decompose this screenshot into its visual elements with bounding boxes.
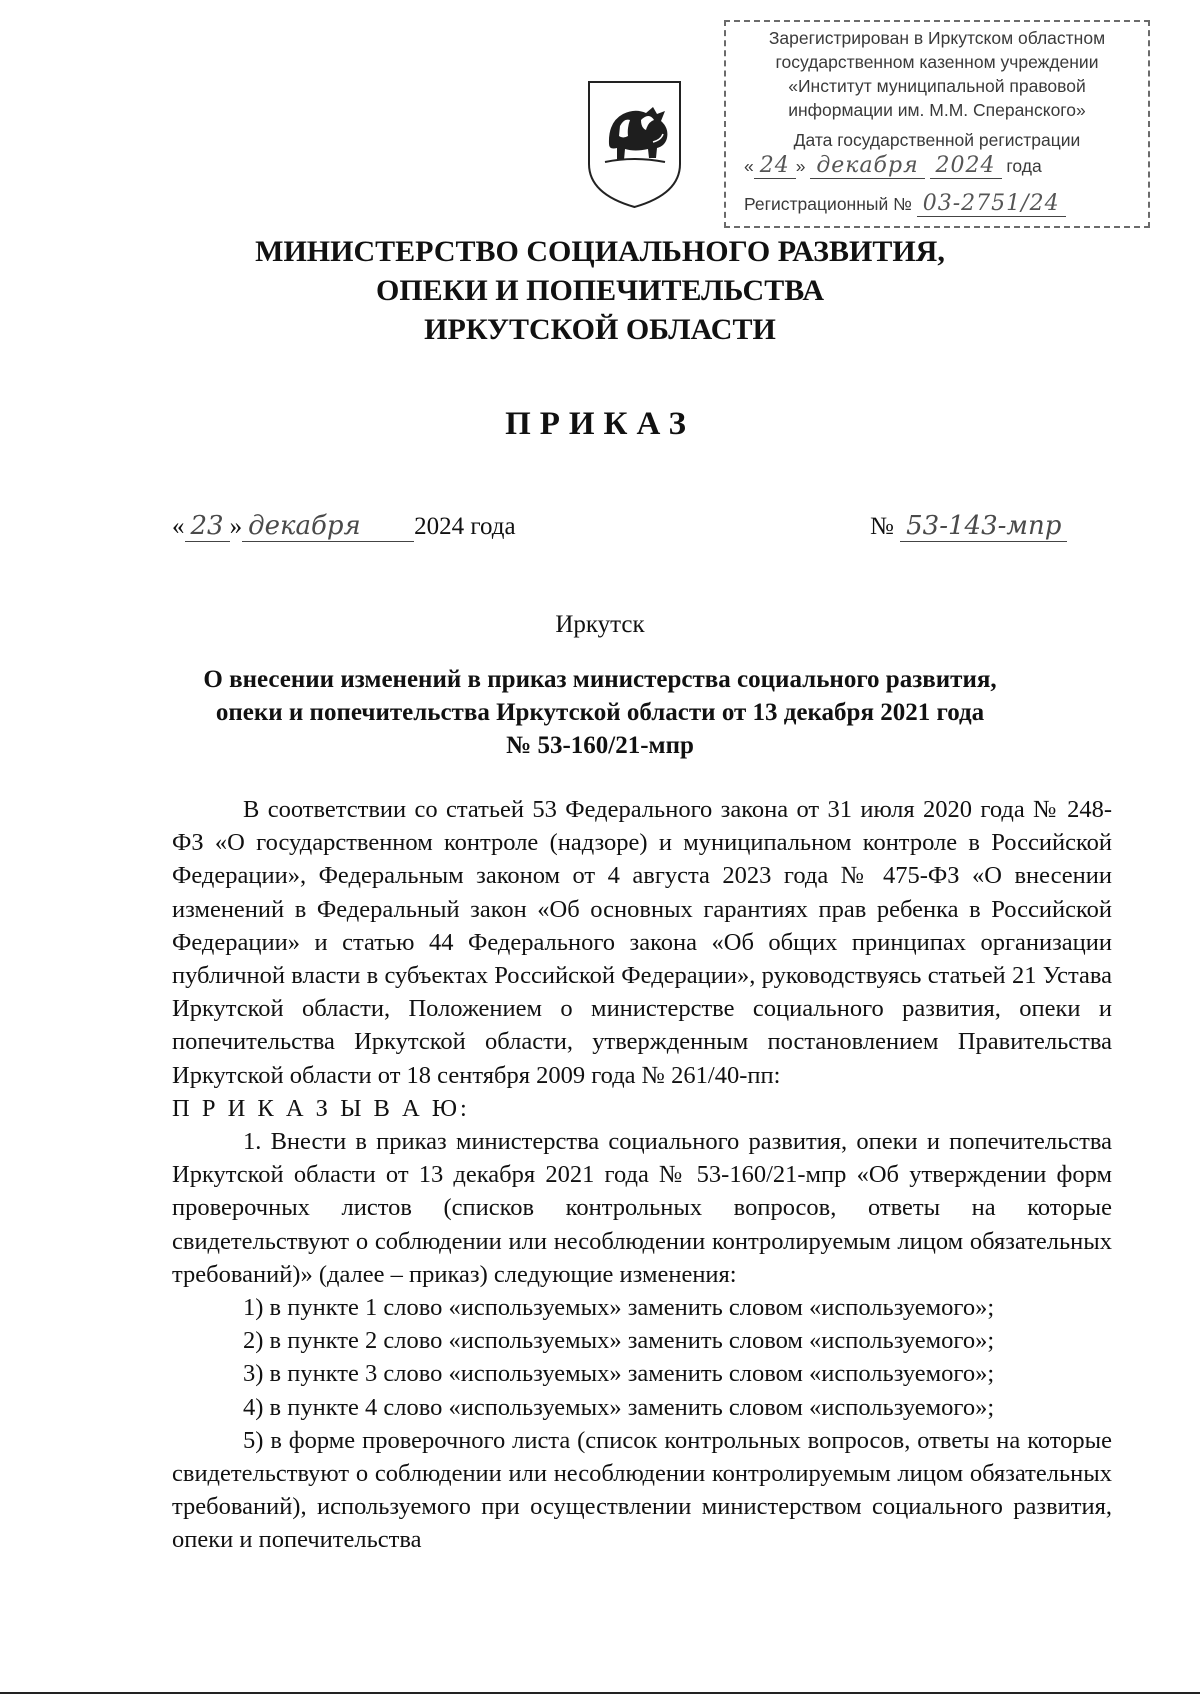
subpoint-4: 4) в пункте 4 слово «используемых» заменить словом «используемого»; [243,1393,995,1421]
stamp-date-month: декабря [810,154,924,179]
document-type-title: ПРИКАЗ [505,406,695,442]
order-month: декабря [242,512,414,542]
subpoint-5: 5) в форме проверочного листа (список контрольных вопросов, ответы на которые свидетельствуют о соблюдении или несоблюдении контролируемым лицом обязательных требований), используемого при осуществлении министерством социального развития, опеки и попечительства [172,1426,1112,1554]
stamp-line-5: Дата государственной регистрации [793,130,1081,150]
scan-edge-line [0,1692,1200,1694]
document-body [172,793,1112,1557]
coat-of-arms-icon [583,78,686,209]
stamp-reg-line: Регистрационный № 03-2751/24 [726,192,1148,217]
ministry-name: МИНИСТЕРСТВО СОЦИАЛЬНОГО РАЗВИТИЯ, ОПЕКИ И ПОПЕЧИТЕЛЬСТВА ИРКУТСКОЙ ОБЛАСТИ [255,235,945,346]
stamp-line-3: «Институт муниципальной правовой [788,76,1086,96]
subpoint-2: 2) в пункте 2 слово «используемых» заменить словом «используемого»; [243,1327,995,1355]
stamp-line-1: Зарегистрирован в Иркутском областном [768,28,1106,48]
subpoint-1: 1) в пункте 1 слово «используемых» заменить словом «используемого»; [243,1294,995,1322]
document-subject: О внесении изменений в приказ министерства социального развития, опеки и попечительства Иркутской области от 13 декабря 2021 года № 53-160/21-мпр [203,666,997,759]
stamp-line-2: государственном казенном учреждении [775,52,1099,72]
order-date: « 23 » декабря 2024 года [172,511,516,541]
stamp-reg-number: 03-2751/24 [917,192,1066,217]
order-word: П Р И К А З Ы В А Ю: [172,1094,470,1122]
stamp-date-year: 2024 [930,154,1002,179]
order-number: № 53-143-мпр [870,512,1067,542]
registration-stamp [724,20,1150,228]
city: Иркутск [555,611,645,638]
subpoint-3: 3) в пункте 3 слово «используемых» заменить словом «используемого»; [243,1360,995,1388]
preamble-paragraph: В соответствии со статьей 53 Федерального закона от 31 июля 2020 года № 248-ФЗ «О государственном контроле (надзоре) и муниципальном контроле в Российской Федерации», Федеральным законом от 4 августа 2023 года № 475-ФЗ «О внесении изменений в Федеральный закон «Об основных гарантиях прав ребенка в Российской Федерации» и статью 44 Федерального закона «Об общих принципах организации публичной власти в субъектах Российской Федерации», руководствуясь статьей 21 Устава Иркутской области, Положением о министерстве социального развития, опеки и попечительства Иркутской области, утвержденным постановлением Правительства Иркутской области от 18 сентября 2009 года № 261/40-пп: [172,796,1112,1089]
stamp-date-line: « 24 » декабря 2024 года [744,153,1042,178]
stamp-date-day: 24 [754,154,796,179]
order-day: 23 [185,512,230,542]
order-number-value: 53-143-мпр [900,512,1067,542]
stamp-line-4: информации им. М.М. Сперанского» [788,100,1086,120]
point-1-paragraph: 1. Внести в приказ министерства социального развития, опеки и попечительства Иркутской области от 13 декабря 2021 года № 53-160/21-мпр «Об утверждении форм проверочных листов (списков контрольных вопросов, ответы на которые свидетельствуют о соблюдении или несоблюдении контролируемым лицом обязательных требований)» (далее – приказ) следующие изменения: [172,1128,1112,1288]
